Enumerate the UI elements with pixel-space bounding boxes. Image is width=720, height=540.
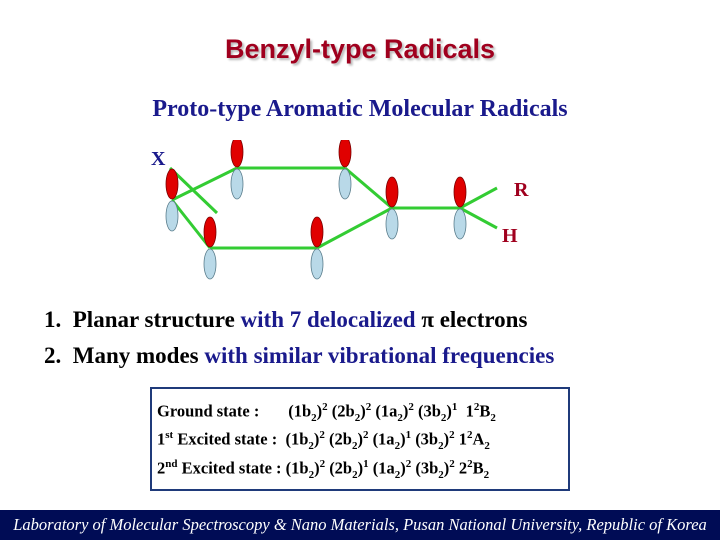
orbital-sub: 2 bbox=[438, 468, 444, 481]
p-orbital-lobe-bottom bbox=[339, 169, 351, 199]
ring-bond bbox=[345, 168, 392, 208]
orbital-text: (2b bbox=[329, 458, 353, 478]
p-orbital-lobe-bottom bbox=[166, 201, 178, 231]
orbital-sub: 2 bbox=[438, 439, 444, 452]
ring-bond bbox=[317, 208, 392, 248]
substituent-h-label: H bbox=[502, 225, 518, 247]
ordinal: nd bbox=[165, 458, 178, 470]
occupancy: 2 bbox=[319, 429, 325, 441]
orbital-text: (1b bbox=[285, 429, 309, 449]
point-2-number: 2. bbox=[44, 343, 62, 368]
term-spin: 2 bbox=[473, 401, 480, 413]
state-label: Ground state : bbox=[157, 401, 260, 421]
orbital-sub: 2 bbox=[311, 411, 317, 424]
occupancy: 2 bbox=[449, 458, 455, 470]
slide-title: Benzyl-type Radicals bbox=[224, 34, 496, 64]
point-2-blue-text: with similar vibrational frequencies bbox=[204, 343, 555, 368]
ground-state-config: Ground state : $(1b_2)^2$ $(2b_2)^2$ $(1a_2)^2$ $(3b_2)^1$ $1^2B_2$ bbox=[157, 401, 496, 424]
orbital-sub: 2 bbox=[308, 439, 314, 452]
orbital-sub: 2 bbox=[308, 468, 315, 481]
benzyl-orbital-diagram bbox=[0, 140, 720, 290]
point-1-blue-text: with 7 delocalized bbox=[240, 307, 416, 332]
ring-bonds bbox=[170, 168, 497, 248]
orbital-text: (1a bbox=[375, 401, 398, 421]
orbital-text: (1a bbox=[372, 429, 395, 449]
orbital-text: (1a bbox=[372, 458, 395, 478]
orbital-text: (2b bbox=[329, 429, 352, 449]
p-orbital-lobe-top bbox=[166, 169, 178, 199]
occupancy: 2 bbox=[319, 458, 326, 470]
point-1-number: 1. bbox=[44, 307, 62, 332]
orbital-sub: 2 bbox=[394, 439, 401, 452]
point-1-black-text: Planar structure bbox=[72, 307, 235, 332]
first-excited-state-config: 1st Excited state : $(1b_2)^2$ $(2b_2)^2$ $(1a_2)^1$ $(3b_2)^2$ $1^2A_2$ bbox=[157, 429, 490, 452]
term-spin: 2 bbox=[466, 429, 473, 441]
occupancy: 2 bbox=[405, 458, 412, 470]
footer-bar: Laboratory of Molecular Spectroscopy & Nano Materials, Pusan National University, Republic of Korea bbox=[0, 510, 720, 540]
orbital-sub: 2 bbox=[352, 468, 358, 481]
p-orbital-lobe-top bbox=[204, 217, 216, 247]
substituent-x-label: X bbox=[151, 148, 166, 170]
p-orbital-lobe-top bbox=[339, 140, 351, 167]
term-sub: 2 bbox=[483, 468, 490, 481]
p-orbital-lobe-top bbox=[231, 140, 243, 167]
p-orbital-lobe-top bbox=[386, 177, 398, 207]
occupancy: 2 bbox=[322, 401, 328, 413]
occupancy: 1 bbox=[451, 401, 458, 413]
p-orbital-lobe-bottom bbox=[386, 209, 398, 239]
orbital-text: (3b bbox=[417, 401, 441, 421]
orbital-text: (1b bbox=[288, 401, 312, 421]
second-excited-state-config: 2nd Excited state : $(1b_2)^2$ $(2b_2)^1$ $(1a_2)^2$ $(3b_2)^2$ $2^2B_2$ bbox=[157, 458, 490, 481]
orbital-sub: 2 bbox=[354, 411, 361, 424]
orbital-sub: 2 bbox=[440, 411, 447, 424]
occupancy: 2 bbox=[449, 429, 455, 441]
term-multiplicity: 1 bbox=[458, 429, 467, 449]
term-spin: 2 bbox=[467, 458, 473, 470]
point-2 bbox=[44, 343, 554, 369]
substituent-r-label: R bbox=[514, 179, 529, 201]
orbital-sub: 2 bbox=[394, 468, 401, 481]
orbital-text: (1b bbox=[285, 458, 309, 478]
point-2-black-text: Many modes bbox=[72, 343, 199, 368]
ring-bond bbox=[172, 200, 210, 248]
ring-bond bbox=[172, 168, 237, 200]
orbital-text: (3b bbox=[415, 458, 439, 478]
occupancy: 2 bbox=[362, 429, 369, 441]
occupancy: 1 bbox=[363, 458, 369, 470]
p-orbital-lobe-top bbox=[311, 217, 323, 247]
term-sub: 2 bbox=[484, 439, 490, 452]
term-sub: 2 bbox=[490, 411, 496, 424]
point-1-tail-text: electrons bbox=[439, 307, 528, 332]
term-symbol: B bbox=[472, 458, 484, 478]
p-orbital-lobe-top bbox=[454, 177, 466, 207]
orbital-text: (3b bbox=[415, 429, 439, 449]
ordinal: st bbox=[165, 429, 174, 441]
occupancy: 2 bbox=[365, 401, 372, 413]
term-symbol: B bbox=[479, 401, 491, 421]
term-symbol: A bbox=[472, 429, 485, 449]
occupancy: 1 bbox=[405, 429, 412, 441]
orbital-text: (2b bbox=[331, 401, 355, 421]
term-multiplicity: 1 bbox=[465, 401, 474, 421]
p-orbital-lobe-bottom bbox=[231, 169, 243, 199]
p-orbital-lobe-bottom bbox=[311, 249, 323, 279]
orbital-sub: 2 bbox=[397, 411, 403, 424]
p-orbital-lobe-bottom bbox=[204, 249, 216, 279]
orbital-sub: 2 bbox=[351, 439, 358, 452]
term-multiplicity: 2 bbox=[458, 458, 468, 478]
slide-subtitle: Proto-type Aromatic Molecular Radicals bbox=[152, 96, 568, 122]
pi-symbol: π bbox=[421, 307, 434, 332]
occupancy: 2 bbox=[408, 401, 414, 413]
p-orbital-lobe-bottom bbox=[454, 209, 466, 239]
point-1 bbox=[44, 307, 527, 333]
